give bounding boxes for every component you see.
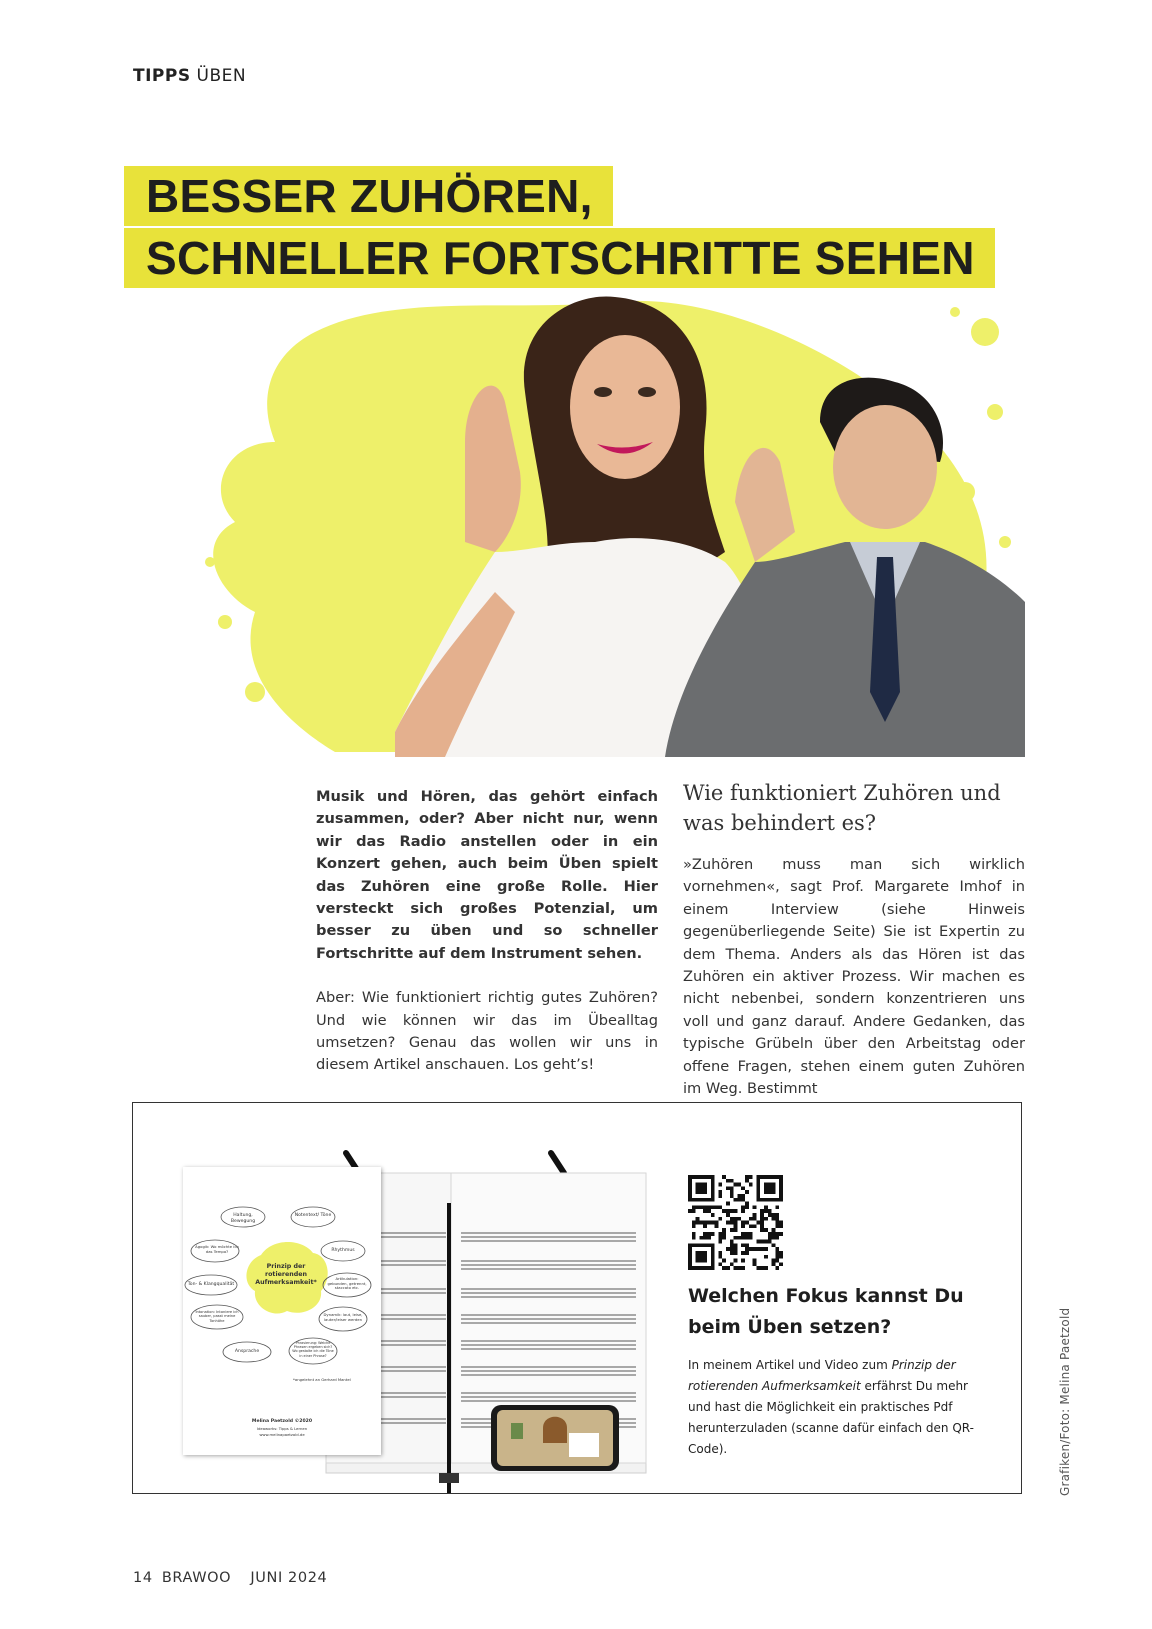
promo-text-pre: In meinem Artikel und Video zum <box>688 1358 892 1372</box>
principle-bubble-1: Haltung, Bewegung <box>230 1213 256 1224</box>
principle-bubble-10: Phrasierung: Welche Phrasen ergeben sich? Wo gestalte ich die Töne in einer Phrase? <box>292 1341 334 1358</box>
principle-footnote: *angelehnt an Gerhard Mantel <box>293 1377 351 1382</box>
article-body: »Zuhören muss man sich wirklich vornehmen«, sagt Prof. Margarete Imhof in einem Interview (siehe Hinweis gegenüberliegende Seite) Sie ist Expertin zu dem Thema. Anders als das Hören ist das Zuhören ein aktiver Prozess. Wir machen es nicht nebenbei, sondern konzentrieren uns voll und ganz darauf. Andere Gedanken, das typische Grübeln über den Arbeitstag oder offene Fragen, stehen einem guten Zuhören im Weg. Bestimmt <box>683 856 1025 1098</box>
principle-center-title: Prinzip der rotierenden Aufmerksamkeit* <box>255 1263 317 1286</box>
principle-bubble-6: Artikulation: gebunden, getrennt, staccato etc. <box>327 1276 367 1291</box>
principle-bubble-7: Intonation: Intoniere ich sauber, passt meine Tonhöhe <box>195 1310 239 1323</box>
section-label-light: ÜBEN <box>196 66 247 86</box>
principle-bubble-5: Ton- & Klangqualität <box>187 1282 235 1287</box>
image-credit: Grafiken/Foto: Melina Paetzold <box>1058 1307 1072 1496</box>
article-subheading: Wie funktioniert Zuhören und was behindert es? <box>683 781 1001 835</box>
promo-text <box>688 1355 988 1460</box>
promo-title: Welchen Fokus kannst Du beim Üben setzen? <box>688 1285 964 1338</box>
article-intro: Aber: Wie funktioniert richtig gutes Zuhören? Und wie können wir das im Übealltag umsetzen? Genau das wollen wir uns in diesem Artikel anschauen. Los geht’s! <box>316 989 658 1074</box>
qr-code[interactable] <box>688 1175 783 1270</box>
hero-illustration <box>195 292 1025 757</box>
issue-date: JUNI 2024 <box>250 1570 328 1586</box>
principle-bubble-9: Ansprache <box>234 1349 260 1354</box>
promo-box <box>132 1102 1022 1494</box>
title-line-1: BESSER ZUHÖREN, <box>124 166 613 226</box>
magazine-name: BRAWOO <box>161 1570 232 1586</box>
principle-bubble-3: Agogik: Wo möchte ich das Tempo? <box>195 1244 239 1254</box>
promo-text-post: erfährst Du mehr und hast die Möglichkeit ein praktisches Pdf herunterzuladen (scanne dafür einfach den QR-Code). <box>688 1379 974 1456</box>
section-label-bold: TIPPS <box>133 66 191 86</box>
article-lead: Musik und Hören, das gehört einfach zusammen, oder? Aber nicht nur, wenn wir das Radio anstellen oder in ein Konzert gehen, auch beim Üben spielt das Zuhören eine große Rolle. Hier versteckt sich großes Potenzial, um besser zu üben und so schneller Fortschritte auf dem Instrument sehen. <box>316 788 658 962</box>
principle-bubble-4: Rhythmus <box>331 1248 355 1253</box>
principle-author: Melina Paetzold ©2020 <box>251 1419 313 1424</box>
page-number: 14 <box>133 1570 153 1586</box>
article-title <box>124 166 995 288</box>
title-line-2: SCHNELLER FORTSCHRITTE SEHEN <box>124 228 995 288</box>
article-column-left <box>316 786 658 1077</box>
principle-bubble-2: Notentext/ Töne <box>294 1213 332 1218</box>
section-label <box>133 66 246 86</box>
principle-sheet <box>183 1167 381 1455</box>
page-footer <box>133 1570 341 1586</box>
hero-photo <box>195 292 1025 757</box>
promo-text-italic: Prinzip der rotierenden Aufmerksamkeit <box>688 1358 956 1393</box>
principle-bubble-8: Dynamik: laut, leise, lauter/leiser werden <box>323 1312 363 1322</box>
principle-author-url: www.melinapaetzold.de <box>259 1432 305 1437</box>
principle-author-line2: Ideaworks: Tipps & Lernen <box>256 1426 308 1431</box>
article-column-right <box>683 781 1025 1100</box>
